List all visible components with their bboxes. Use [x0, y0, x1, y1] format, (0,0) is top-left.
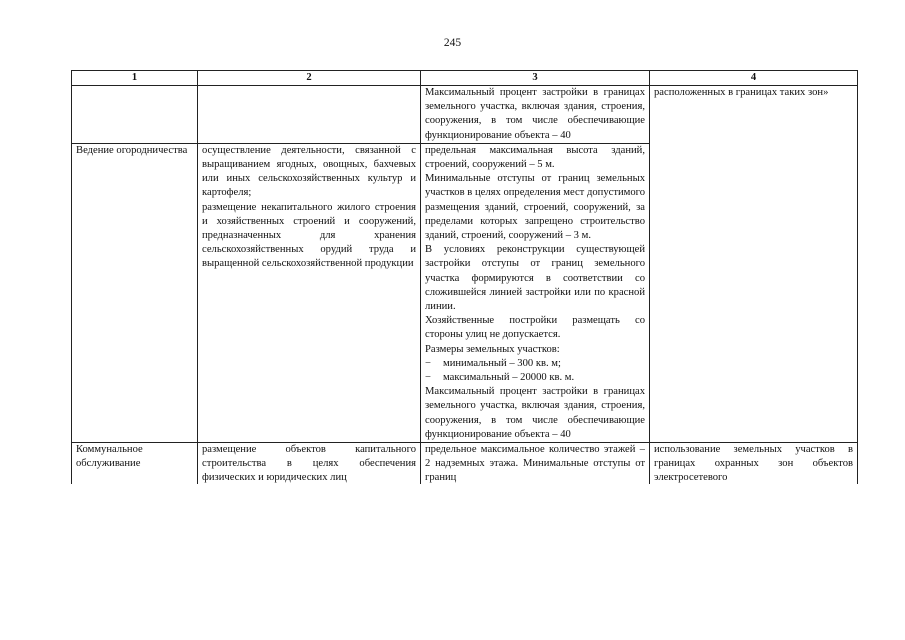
parameter-text: Минимальные отступы от границ земельных участков в целях определения мест допустимого размещения зданий, строений, сооружений, за пределами которых запрещено строительство зданий, строений, сооружений – 3 м. — [425, 173, 645, 242]
parameter-text: Максимальный процент застройки в границах земельного участка, включая здания, строения, сооружения, в том числе обеспечивающие функционирование объекта – 40 — [425, 87, 645, 141]
use-name-text: Ведение огородничества — [76, 144, 188, 156]
table-header-row — [72, 71, 858, 86]
zoning-table — [71, 70, 858, 484]
column-header-4: 4 — [650, 71, 858, 86]
cell-use-name — [72, 86, 198, 144]
cell-use-description — [198, 86, 421, 144]
column-header-1: 1 — [72, 71, 198, 86]
cell-restrictions — [650, 443, 858, 485]
parameter-text: предельное максимальное количество этажей – 2 надземных этажа. Минимальные отступы от границ — [425, 444, 645, 484]
description-text: размещение некапитального жилого строения и хозяйственных строений и сооружений, предназначенных для хранения сельскохозяйственных орудий труда и выращенной сельскохозяйственной продукции — [202, 201, 416, 270]
column-header-2: 2 — [198, 71, 421, 86]
description-text: осуществление деятельности, связанной с выращиванием ягодных, овощных, бахчевых или иных сельскохозяйственных культур и картофеля; — [202, 144, 416, 199]
list-item-text: минимальный – 300 кв. м; — [443, 357, 561, 369]
parameter-text: Размеры земельных участков: — [425, 343, 560, 355]
list-item-text: максимальный – 20000 кв. м. — [443, 372, 575, 384]
bullet-mark: − — [425, 372, 431, 384]
parameter-text: Хозяйственные постройки размещать со стороны улиц не допускается. — [425, 315, 645, 341]
list-item — [425, 357, 645, 371]
cell-use-description — [198, 143, 421, 442]
table-row-continuation — [72, 86, 858, 144]
bullet-mark: − — [425, 357, 431, 369]
cell-parameters — [421, 443, 650, 485]
cell-use-description — [198, 443, 421, 485]
page-number: 245 — [443, 37, 462, 49]
restriction-text: расположенных в границах таких зон» — [654, 87, 829, 98]
parameter-text: Максимальный процент застройки в границах земельного участка, включая здания, строения, сооружения, в том числе обеспечивающие функционирование объекта – 40 — [425, 386, 645, 440]
list-item — [425, 371, 645, 385]
cell-parameters — [421, 86, 650, 144]
cell-use-name — [72, 443, 198, 485]
table-row-kommunalnoe — [72, 443, 858, 485]
cell-use-name — [72, 143, 198, 442]
cell-parameters — [421, 143, 650, 442]
description-text: размещение объектов капитального строительства в целях обеспечения физических и юридических лиц — [202, 444, 416, 484]
cell-restrictions — [650, 86, 858, 443]
column-header-3: 3 — [421, 71, 650, 86]
parameter-text: В условиях реконструкции существующей застройки отступы от границ земельного участка формируются в соответствии со сложившейся линией застройки или по красной линии. — [425, 244, 645, 313]
use-name-text: Коммунальное обслуживание — [76, 444, 143, 470]
restriction-text: использование земельных участков в границах охранных зон объектов электросетевого — [654, 444, 853, 484]
parameter-text: предельная максимальная высота зданий, строений, сооружений – 5 м. — [425, 144, 645, 171]
